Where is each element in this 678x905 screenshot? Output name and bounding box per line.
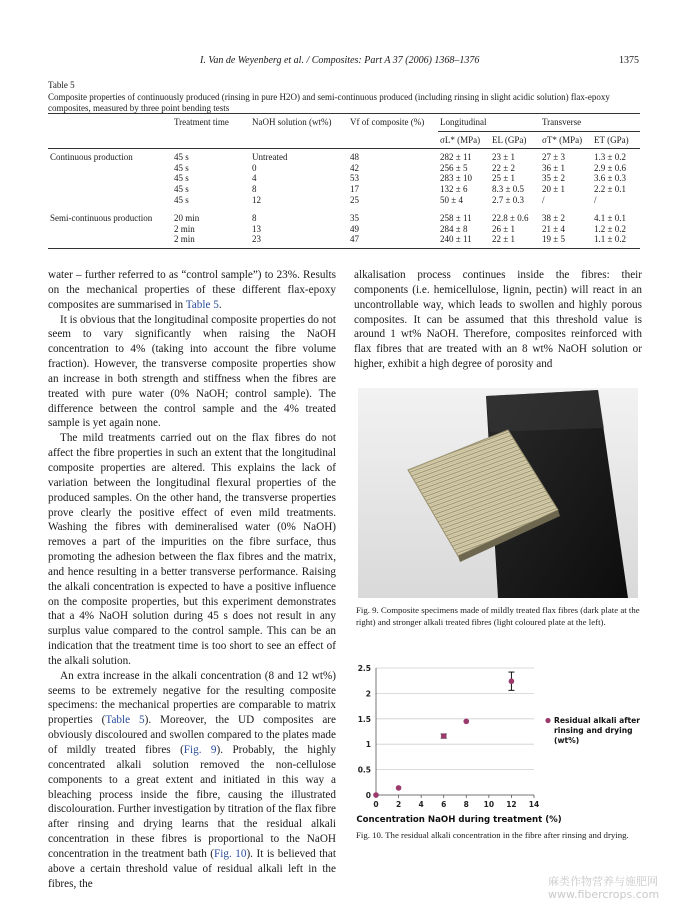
table-cell: 17 xyxy=(350,183,359,194)
table-cell: 22 ± 2 xyxy=(492,162,515,173)
table-cell: 42 xyxy=(350,162,359,173)
table-caption xyxy=(48,80,640,115)
fig-9-link[interactable]: Fig. 9 xyxy=(183,744,217,756)
table-row xyxy=(48,184,640,195)
table-cell: 4 xyxy=(252,173,257,184)
table-5 xyxy=(48,113,640,249)
table-cell xyxy=(48,224,172,235)
table-cell: 0 xyxy=(252,162,257,173)
table-cell xyxy=(48,234,172,248)
x-tick-label: 0 xyxy=(373,800,379,809)
table-cell xyxy=(48,173,172,184)
fig-9-photo xyxy=(358,388,638,598)
table-5-link[interactable]: Table 5 xyxy=(185,298,219,311)
watermark xyxy=(548,875,659,901)
col-header-e-l: EL (GPa) xyxy=(492,134,527,145)
data-point xyxy=(396,785,402,791)
table-cell: 48 xyxy=(350,152,359,163)
data-point xyxy=(509,678,515,684)
table-cell: 1.2 ± 0.2 xyxy=(594,223,626,234)
table-cell: 8 xyxy=(252,213,257,224)
table-cell: 13 xyxy=(252,223,261,234)
table-cell xyxy=(48,195,172,206)
table-cell: 45 s xyxy=(174,152,189,163)
table-row xyxy=(48,234,640,248)
table-cell: 256 ± 5 xyxy=(440,162,468,173)
table-caption-text: Composite properties of continuously produced (rinsing in pure H2O) and semi-continuous produced (including rinsing in slight acidic solution) flax-epoxy composites, measured by three point bending tests xyxy=(48,91,610,113)
table-cell: / xyxy=(542,194,545,205)
table-cell: 23 ± 1 xyxy=(492,152,515,163)
table-cell: 45 s xyxy=(174,173,189,184)
table-cell: 45 s xyxy=(174,194,189,205)
table-cell: 2.7 ± 0.3 xyxy=(492,194,524,205)
table-cell: 35 ± 2 xyxy=(542,173,565,184)
table-cell: 49 xyxy=(350,223,359,234)
legend-label: rinsing and drying xyxy=(554,726,633,735)
table-cell: 25 xyxy=(350,194,359,205)
table-cell: 20 min xyxy=(174,213,200,224)
y-tick-label: 0 xyxy=(365,791,371,800)
table-cell: 27 ± 3 xyxy=(542,152,565,163)
table-cell: 22.8 ± 0.6 xyxy=(492,213,529,224)
table-cell: 1.3 ± 0.2 xyxy=(594,152,626,163)
table-row xyxy=(48,173,640,184)
table-cell: Continuous production xyxy=(50,152,133,163)
x-tick-label: 2 xyxy=(395,800,402,809)
table-cell: 283 ± 10 xyxy=(440,173,472,184)
table-cell: 53 xyxy=(350,173,359,184)
table-cell: 25 ± 1 xyxy=(492,173,515,184)
table-cell: 3.6 ± 0.3 xyxy=(594,173,626,184)
table-cell: 282 ± 11 xyxy=(440,152,472,163)
col-header-treatment-time: Treatment time xyxy=(174,117,229,127)
table-cell: 8.3 ± 0.5 xyxy=(492,183,524,194)
table-cell: 12 xyxy=(252,194,261,205)
table-cell: 240 ± 11 xyxy=(440,234,472,245)
y-tick-label: 2.5 xyxy=(357,664,371,673)
table-cell: 35 xyxy=(350,213,359,224)
left-column xyxy=(48,268,336,891)
table-cell: 45 s xyxy=(174,183,189,194)
table-cell: 45 s xyxy=(174,162,189,173)
chart-svg xyxy=(352,660,642,825)
table-cell: 8 xyxy=(252,183,257,194)
table-cell: 2 min xyxy=(174,223,195,234)
table-5-link[interactable]: Table 5 xyxy=(105,714,145,727)
x-tick-label: 6 xyxy=(441,800,447,809)
x-tick-label: 10 xyxy=(483,800,495,809)
table-cell: 26 ± 1 xyxy=(492,223,515,234)
table-cell: 1.1 ± 0.2 xyxy=(594,234,626,245)
x-tick-label: 4 xyxy=(418,800,424,809)
x-tick-label: 8 xyxy=(463,800,469,809)
paragraph: An extra increase in the alkali concentration (8 and 12 wt%) seems to be extremely negative for the resulting composite specimens: the mechanical properties are comparable to matrix properties (Table 5). Moreover, the UD composites are obviously discoloured and swollen compared to the plates made of mildly treated fibres (Fig. 9). Probably, the highly concentrated alkali solution removed the non-cellulose components to a great extent and initiated in this way a bleaching process inside the fibre, causing the illustrated discolouration. Further investigation by titration of the flax fibre after rinsing and drying learns that the residual alkali concentration in these fibres is proportional to the NaOH concentration in the treatment bath (Fig. 10). It is believed that above a certain threshold value of residual alkali left in the fibres, the xyxy=(48,669,337,890)
table-body xyxy=(48,149,640,249)
table-cell: 23 xyxy=(252,234,261,245)
table-cell: 2.9 ± 0.6 xyxy=(594,162,626,173)
table-cell: 47 xyxy=(350,234,359,245)
table-cell: 258 ± 11 xyxy=(440,213,472,224)
table-cell: 21 ± 4 xyxy=(542,223,565,234)
col-header-longitudinal: Longitudinal xyxy=(438,114,540,132)
x-axis-label: Concentration NaOH during treatment (%) xyxy=(356,815,562,825)
data-point xyxy=(373,792,379,798)
col-header-sigma-l: σL* (MPa) xyxy=(440,134,481,145)
table-row xyxy=(48,195,640,206)
table-cell: 2 min xyxy=(174,234,195,245)
y-tick-label: 0.5 xyxy=(357,765,371,775)
fig-10-caption: Fig. 10. The residual alkali concentration in the fibre after rinsing and drying. xyxy=(356,830,629,840)
table-row xyxy=(48,149,640,163)
paragraph: water – further referred to as “control sample”) to 23%. Results on the mechanical properties of these different flax-epoxy composites are summarised in Table 5. xyxy=(48,269,336,311)
right-column xyxy=(354,268,642,372)
running-title: I. Van de Weyenberg et al. / Composites: Part A 37 (2006) 1368–1376 xyxy=(200,55,480,66)
table-cell: 4.1 ± 0.1 xyxy=(594,213,626,224)
fig-10-chart xyxy=(352,660,642,825)
table-label: Table 5 xyxy=(48,80,75,90)
y-tick-label: 1.5 xyxy=(357,714,371,724)
table-cell xyxy=(48,163,172,174)
fig-10-link[interactable]: Fig. 10 xyxy=(214,847,247,860)
paragraph: It is obvious that the longitudinal composite properties do not seem to vary significantly when raising the NaOH concentration to 4% (taking into account the fibre volume fraction). However, the transverse composite properties show an increase in both strength and stiffness when the fibres are treated with pure water (0% NaOH; control sample). The difference between the control sample and the 4% treated sample is yet again none. xyxy=(48,313,336,430)
composite-plates-image xyxy=(358,388,638,598)
paragraph: alkalisation process continues inside the fibres: their components (i.e. hemicellulose, lignin, pectin) will react in an uncontrollable way, which leads to swollen and highly porous composites. It can be assumed that this threshold value is around 1 wt% NaOH. Therefore, composites reinforced with flax fibres that are treated with an 8 wt% NaOH solution or higher, exhibit a high degree of porosity and xyxy=(354,269,642,371)
table-cell: 284 ± 8 xyxy=(440,223,468,234)
y-tick-label: 1 xyxy=(365,740,371,750)
col-header-naoh: NaOH solution (wt%) xyxy=(252,117,332,127)
x-tick-label: 12 xyxy=(506,800,517,809)
col-header-sigma-t: σT* (MPa) xyxy=(542,134,583,145)
table-cell: 36 ± 1 xyxy=(542,162,565,173)
legend-label: Residual alkali after xyxy=(554,716,641,725)
data-point xyxy=(441,733,447,739)
col-header-transverse: Transverse xyxy=(540,114,640,132)
table-row xyxy=(48,163,640,174)
table-row xyxy=(48,205,640,224)
page-number: 1375 xyxy=(619,55,639,66)
x-tick-label: 14 xyxy=(528,800,540,809)
table-cell: Semi-continuous production xyxy=(50,213,153,224)
paragraph: The mild treatments carried out on the flax fibres do not affect the fibre properties in such an extent that the longitudinal composite properties are altered. This explains the lack of variation between the longitudinal flexural properties of the produced samples. On the other hand, the transverse properties prove clearly the positive effect of even mild treatments. Washing the fibres with demineralised water (0% NaOH) removes a part of the impurities on the fibre surface, thus promoting the adhesion between the flax fibres and the matrix, and hence resulting in a better transverse performance. Raising the alkali concentration is expected to have a positive influence on the composite properties, but this experiment demonstrates that a 4% NaOH solution during 45 s does not result in any surplus value compared to the control sample. This can be an indication that the treatment time is too short to see an effect of the alkali solution. xyxy=(48,432,336,667)
table-cell: 38 ± 2 xyxy=(542,213,565,224)
table-cell: 22 ± 1 xyxy=(492,234,515,245)
table-cell: 50 ± 4 xyxy=(440,194,463,205)
y-tick-label: 2 xyxy=(365,689,371,699)
table-cell: 2.2 ± 0.1 xyxy=(594,183,626,194)
table-cell: 132 ± 6 xyxy=(440,183,468,194)
legend-label: (wt%) xyxy=(554,736,580,745)
legend-marker xyxy=(545,718,550,723)
table-cell: Untreated xyxy=(252,152,288,163)
col-header-e-t: ET (GPa) xyxy=(594,134,629,145)
watermark-line-1: 麻类作物营养与施肥网 xyxy=(548,875,658,888)
fig-9-caption: Fig. 9. Composite specimens made of mildly treated flax fibres (dark plate at the right) and stronger alkali treated fibres (light coloured plate at the left). xyxy=(356,605,640,627)
table-row xyxy=(48,224,640,235)
table-cell: 20 ± 1 xyxy=(542,183,565,194)
col-header-vf: Vf of composite (%) xyxy=(350,117,425,127)
watermark-line-2: www.fibercrops.com xyxy=(548,888,660,901)
table-cell: 19 ± 5 xyxy=(542,234,565,245)
table-cell: / xyxy=(594,194,597,205)
table-cell xyxy=(48,184,172,195)
data-point xyxy=(463,719,469,725)
